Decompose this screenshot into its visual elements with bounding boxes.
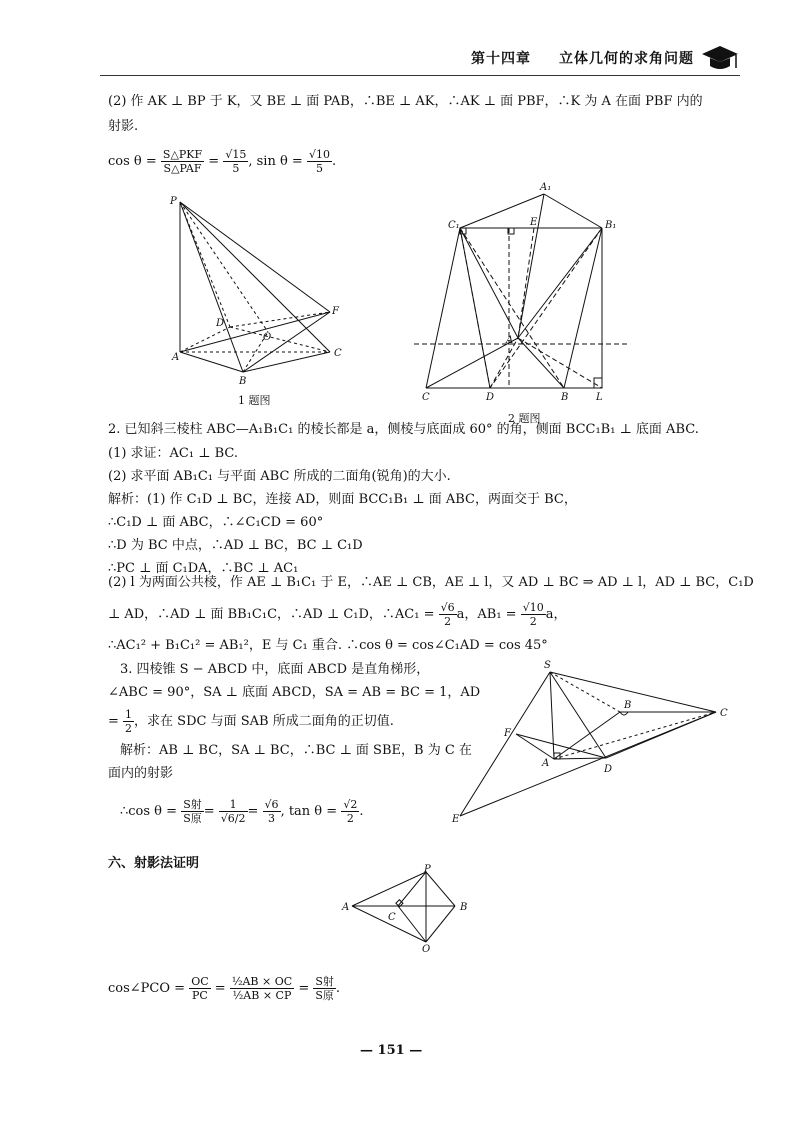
formula-text: ∴cos θ = <box>120 804 178 819</box>
text-line: ∴AC₁² + B₁C₁² = AB₁²，E 与 C₁ 重合. ∴cos θ = cos∠C₁AD = cos 45° <box>108 638 548 653</box>
fraction <box>307 148 332 175</box>
formula-text: ，求在 SDC 与面 SAB 所成二面角的正切值. <box>134 714 394 729</box>
formula-line <box>108 598 567 632</box>
fraction <box>439 601 457 628</box>
fraction <box>123 708 134 735</box>
formula-text: = <box>203 804 215 819</box>
numerator: 1 <box>219 798 248 812</box>
text-line: 面内的射影 <box>108 766 174 781</box>
text-line: 2. 已知斜三棱柱 ABC—A₁B₁C₁ 的棱长都是 a，侧棱与底面成 60° 的角，侧面 BCC₁B₁ ⊥ 底面 ABC. <box>108 422 699 437</box>
header-chapter: 第十四章 <box>471 51 531 67</box>
formula-text: a，AB₁ = <box>456 607 517 622</box>
numerator: S△PKF <box>162 148 203 161</box>
text-line: (2) l 为两面公共棱，作 AE ⊥ B₁C₁ 于 E，∴AE ⊥ CB，AE ⊥ l，又 AD ⊥ BC ⇒ AD ⊥ l，AD ⊥ BC，C₁D <box>108 575 754 590</box>
fig2-label-B: B <box>561 392 569 403</box>
fig1-label-A: A <box>172 352 180 363</box>
numerator: S射 <box>315 975 334 988</box>
fig3-label-B: B <box>624 700 632 711</box>
fraction <box>341 798 359 825</box>
fig1-label-B: B <box>239 376 247 387</box>
text-line: 解析：(1) 作 C₁D ⊥ BC，连接 AD，则面 BCC₁B₁ ⊥ 面 ABC，两面交于 BC， <box>108 492 577 507</box>
denominator: ½AB × CP <box>232 989 292 1002</box>
formula-text: = <box>108 714 119 729</box>
formula-text: cos θ = <box>108 154 157 169</box>
formula-line <box>108 706 394 738</box>
denominator: 2 <box>125 722 133 735</box>
fig2-label-C: C <box>422 392 430 403</box>
fraction <box>313 975 336 1002</box>
fig1-label-P: P <box>170 196 177 207</box>
numerator: √6 <box>440 601 455 614</box>
fig1-label-C: C <box>334 348 342 359</box>
denominator: 3 <box>268 812 276 825</box>
fraction <box>161 148 204 175</box>
numerator: √10 <box>522 601 544 614</box>
fig2-label-E: E <box>530 217 538 228</box>
fig3-label-F: F <box>504 728 511 739</box>
fraction <box>223 148 248 175</box>
numerator: 1 <box>125 708 133 721</box>
figure-2-prism <box>414 178 634 408</box>
header-text <box>443 48 694 68</box>
fraction <box>521 601 546 628</box>
formula-text: = <box>298 981 310 996</box>
graduation-cap-icon <box>700 42 740 72</box>
figure-1-pyramid <box>168 192 358 387</box>
figure-1-caption: 1 题图 <box>238 394 271 407</box>
fraction <box>219 798 248 825</box>
formula-text: a， <box>545 607 567 622</box>
fig4-label-A: A <box>342 902 350 913</box>
fig3-label-E: E <box>452 814 460 825</box>
fig2-label-D: D <box>486 392 495 403</box>
section-heading: 六、射影法证明 <box>108 856 200 871</box>
numerator: OC <box>191 975 209 988</box>
numerator: √15 <box>225 148 247 161</box>
fraction <box>230 975 294 1002</box>
numerator: √6 <box>264 798 279 811</box>
denominator: PC <box>192 989 208 1002</box>
text-line: ∴PC ⊥ 面 C₁DA，∴BC ⊥ AC₁ <box>108 561 299 576</box>
formula-text: . <box>335 981 341 996</box>
numerator: ½AB × OC <box>231 975 293 988</box>
page-number: — 151 — <box>360 1043 423 1058</box>
numerator: √2 <box>343 798 358 811</box>
denominator: √6/2 <box>220 812 246 825</box>
fig3-label-C: C <box>720 708 728 719</box>
denominator: S原 <box>183 812 202 825</box>
header-rule <box>100 75 740 76</box>
formula-text: , tan θ = <box>280 804 338 819</box>
formula-text: . <box>359 804 364 819</box>
denominator: S△PAF <box>163 162 202 175</box>
formula-text: cos∠PCO = <box>108 981 186 996</box>
fig4-label-C: C <box>388 912 396 923</box>
denominator: 2 <box>529 615 537 628</box>
denominator: 2 <box>346 812 354 825</box>
denominator: S原 <box>315 989 334 1002</box>
fig2-label-L: L <box>596 392 603 403</box>
text-line: (2) 求平面 AB₁C₁ 与平面 ABC 所成的二面角(锐角)的大小. <box>108 469 451 484</box>
text-line: (1) 求证：AC₁ ⊥ BC. <box>108 446 238 461</box>
formula-text: = <box>208 154 220 169</box>
fig2-label-B1: B₁ <box>605 220 617 231</box>
text-line: (2) 作 AK ⊥ BP 于 K，又 BE ⊥ 面 PAB，∴BE ⊥ AK，∴AK ⊥ 面 PBF，∴K 为 A 在面 PBF 内的 <box>108 94 703 109</box>
fig1-label-D: D <box>216 318 225 329</box>
text-line: 射影. <box>108 119 139 134</box>
fig3-label-D: D <box>604 764 613 775</box>
figure-2-caption: 2 题图 <box>508 412 541 425</box>
text-line: 解析：AB ⊥ BC，SA ⊥ BC，∴BC ⊥ 面 SBE，B 为 C 在 <box>120 743 472 758</box>
formula-cos-sin <box>108 145 336 179</box>
formula-text: , sin θ = <box>248 154 303 169</box>
formula-text: = <box>247 804 259 819</box>
fraction <box>189 975 210 1002</box>
fig1-label-O: O <box>263 332 272 343</box>
formula-text: = <box>214 981 226 996</box>
text-line: ∴C₁D ⊥ 面 ABC，∴∠C₁CD = 60° <box>108 515 324 530</box>
denominator: 2 <box>444 615 452 628</box>
fig2-label-A: A <box>506 335 514 346</box>
projection-formula <box>108 962 340 1016</box>
formula-line <box>120 788 363 836</box>
text-line: ∠ABC = 90°，SA ⊥ 底面 ABCD，SA = AB = BC = 1，AD <box>108 685 481 700</box>
formula-text: . <box>331 154 337 169</box>
figure-3-pyramid <box>448 656 738 826</box>
fig1-label-F: F <box>332 306 339 317</box>
denominator: 5 <box>315 162 323 175</box>
formula-text: ⊥ AD，∴AD ⊥ 面 BB₁C₁C，∴AD ⊥ C₁D，∴AC₁ = <box>108 607 435 622</box>
header-title: 立体几何的求角问题 <box>559 51 694 67</box>
denominator: 5 <box>232 162 240 175</box>
fraction <box>181 798 204 825</box>
fig4-label-P: P <box>424 864 431 875</box>
fig4-label-B: B <box>460 902 468 913</box>
fig3-label-A: A <box>542 758 550 769</box>
fig2-label-A1: A₁ <box>540 182 552 193</box>
fig2-label-C1: C₁ <box>448 220 460 231</box>
fraction <box>263 798 281 825</box>
figure-4-rhombus <box>340 864 480 954</box>
numerator: S射 <box>183 798 202 811</box>
numerator: √10 <box>308 148 330 161</box>
running-header <box>100 40 740 76</box>
text-line: ∴D 为 BC 中点，∴AD ⊥ BC，BC ⊥ C₁D <box>108 538 363 553</box>
text-line: 3. 四棱锥 S − ABCD 中，底面 ABCD 是直角梯形， <box>120 662 430 677</box>
fig3-label-S: S <box>544 660 551 671</box>
fig4-label-O: O <box>422 944 431 954</box>
